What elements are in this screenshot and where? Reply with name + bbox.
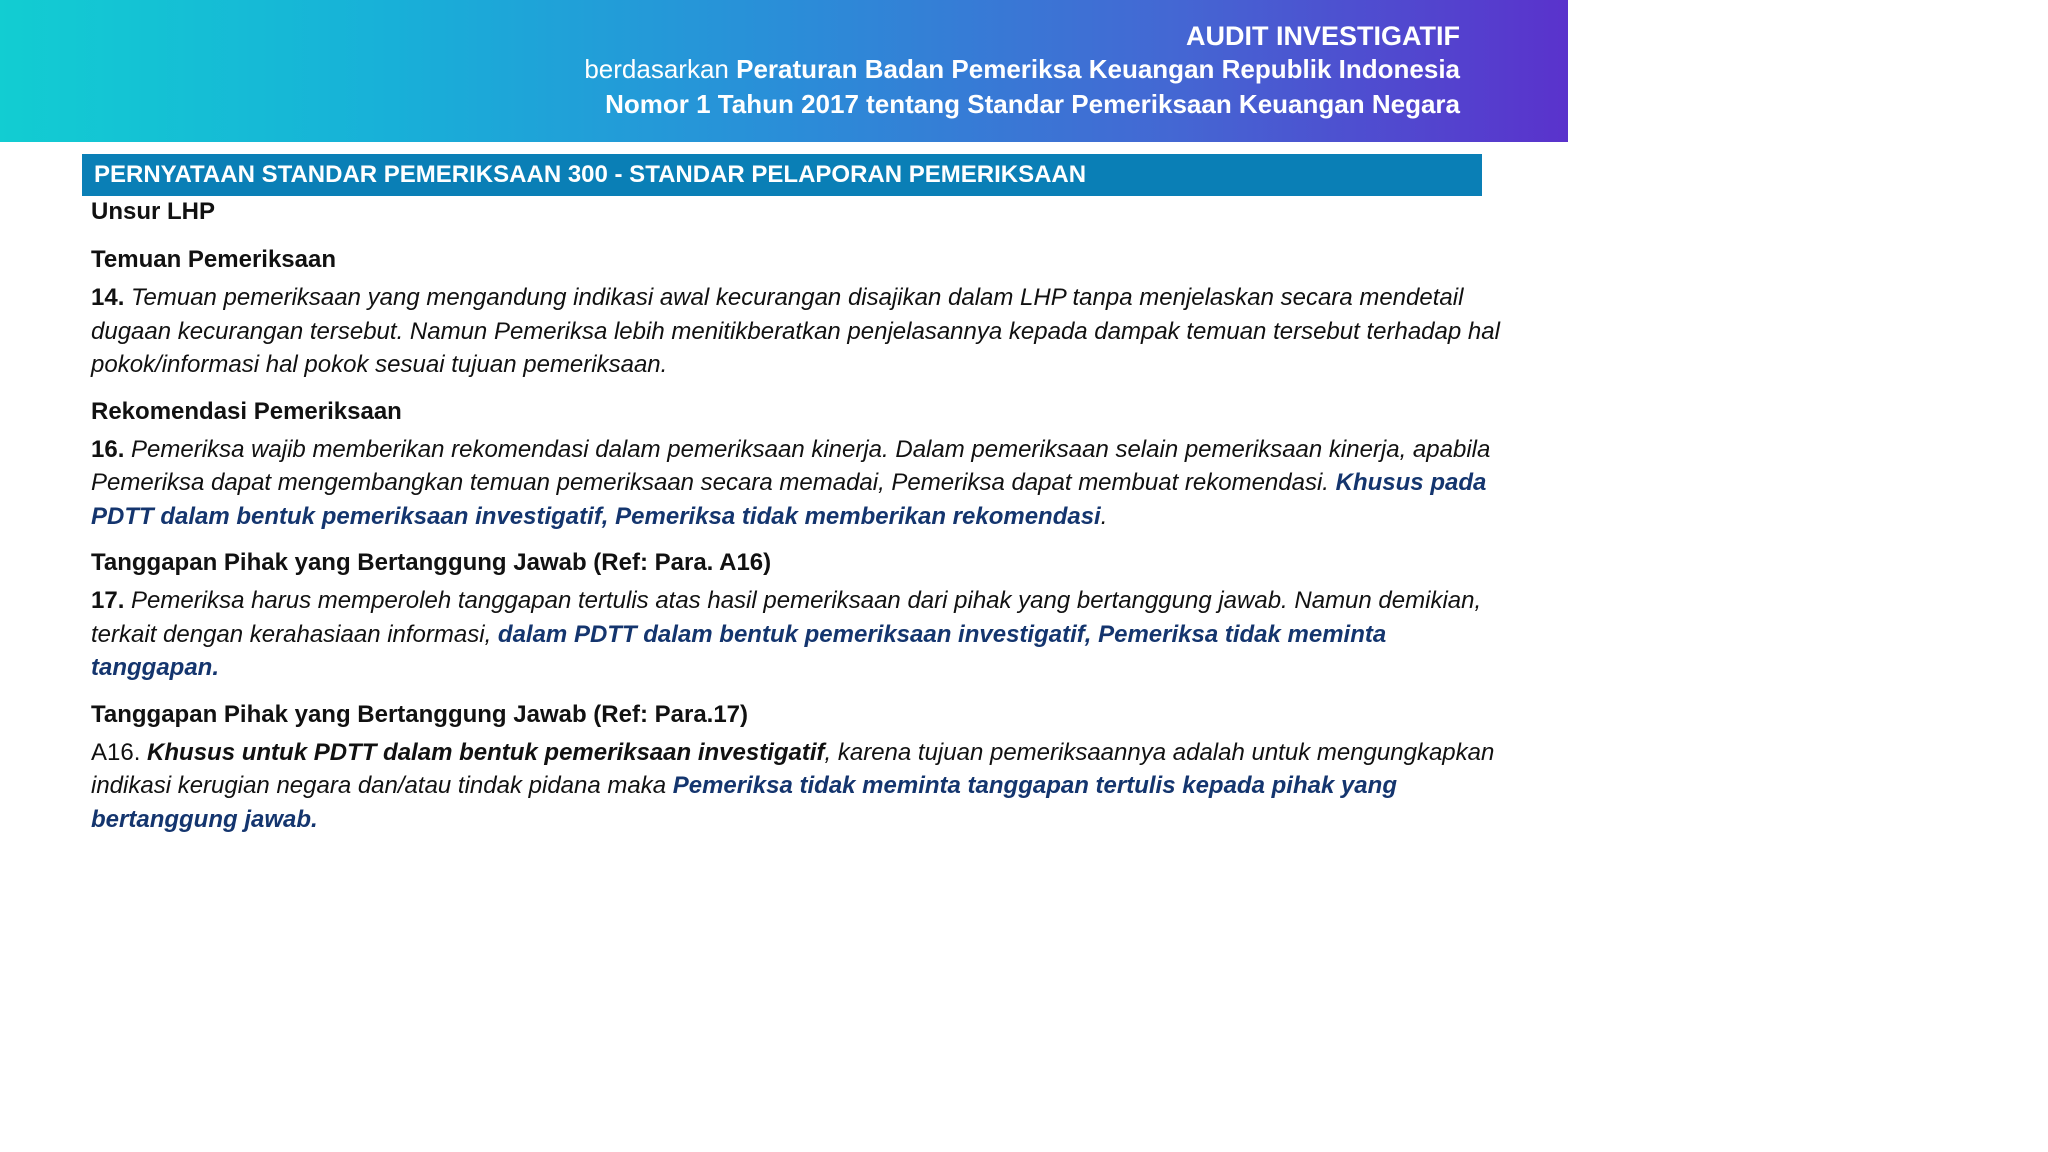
paragraph-text: , karena tujuan pemeriksaannya adalah untuk mengungkapkan indikasi kerugian negara dan/atau tindak pidana maka (91, 738, 1495, 799)
paragraph-number: 16. (91, 435, 125, 463)
heading-tanggapan-17: Tanggapan Pihak yang Bertanggung Jawab (Ref: Para. A16) (91, 549, 772, 576)
heading-tanggapan-a16: Tanggapan Pihak yang Bertanggung Jawab (Ref: Para.17) (91, 700, 749, 728)
header-title: AUDIT INVESTIGATIF (1186, 21, 1460, 51)
paragraph-text: Temuan pemeriksaan yang mengandung indikasi awal kecurangan disajikan dalam LHP tanpa menjelaskan secara mendetail dugaan kecurangan tersebut. Namun Pemeriksa lebih menitikberatkan penjelasannya kepada dampak temuan tersebut terhadap hal pokok/informasi hal pokok sesuai tujuan pemeriksaan. (91, 284, 1500, 378)
header-regulation-name: Peraturan Badan Pemeriksa Keuangan Republik Indonesia (736, 54, 1460, 84)
paragraph-14 (91, 281, 1501, 382)
paragraph-a16 (91, 736, 1501, 837)
paragraph-number: 14. (91, 284, 125, 311)
bold-text: Khusus untuk PDTT dalam bentuk pemeriksaan investigatif (147, 738, 825, 766)
paragraph-text: Pemeriksa harus memperoleh tanggapan tertulis atas hasil pemeriksaan dari pihak yang bertanggung jawab. Namun demikian, terkait dengan kerahasiaan informasi, (91, 587, 1482, 648)
section-banner: PERNYATAAN STANDAR PEMERIKSAAN 300 - STANDAR PELAPORAN PEMERIKSAAN (82, 154, 1482, 196)
header-prefix: berdasarkan (584, 54, 737, 84)
paragraph-number: A16. (91, 738, 148, 766)
heading-temuan: Temuan Pemeriksaan (91, 246, 337, 273)
paragraph-16 (91, 433, 1501, 534)
paragraph-text: Pemeriksa wajib memberikan rekomendasi dalam pemeriksaan kinerja. Dalam pemeriksaan selain pemeriksaan kinerja, apabila Pemeriksa dapat mengembangkan temuan pemeriksaan secara memadai, Pemeriksa dapat membuat rekomendasi. (91, 435, 1491, 496)
paragraph-end: . (1100, 502, 1108, 530)
header-banner (0, 0, 1568, 142)
highlight-text: Pemeriksa tidak meminta tanggapan tertulis kepada pihak yang bertanggung jawab. (91, 772, 1397, 833)
heading-rekomendasi: Rekomendasi Pemeriksaan (91, 397, 402, 425)
header-regulation-number: Nomor 1 Tahun 2017 tentang Standar Pemeriksaan Keuangan Negara (605, 89, 1460, 119)
heading-unsur-lhp: Unsur LHP (91, 198, 216, 225)
header-regulation-line (584, 52, 1460, 87)
paragraph-number: 17. (91, 587, 125, 614)
header-text (584, 20, 1460, 122)
highlight-text: Khusus pada PDTT dalam bentuk pemeriksaan investigatif, Pemeriksa tidak memberikan rekomendasi (91, 469, 1487, 530)
document-body (91, 198, 1501, 836)
paragraph-17 (91, 584, 1501, 685)
highlight-text: dalam PDTT dalam bentuk pemeriksaan investigatif, Pemeriksa tidak meminta tanggapan. (91, 620, 1387, 681)
